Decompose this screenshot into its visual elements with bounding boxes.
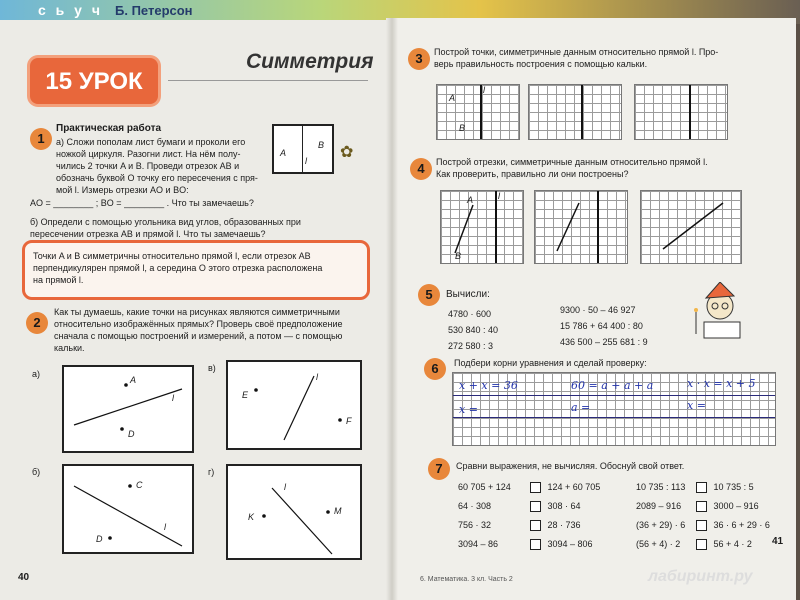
segment: [535, 191, 627, 263]
task-1-line: а) Сложи пополам лист бумаги и проколи его: [56, 137, 246, 147]
task-1-line: ножкой циркуля. Разогни лист. На нём полу-: [56, 149, 241, 159]
task-7-table: [458, 478, 770, 554]
task-1b-line: б) Определи с помощью угольника вид углов, образованных при: [30, 217, 301, 227]
segment-line-label: l: [498, 191, 500, 201]
task-1-line: мой l. Измерь отрезки AO и BO:: [56, 185, 189, 195]
symmetry-line: [689, 85, 691, 139]
right-page-number: 41: [772, 536, 784, 547]
comparison-box[interactable]: [530, 539, 541, 550]
rule-line: на прямой l.: [33, 275, 84, 285]
right-expression: 3094 – 806: [547, 539, 593, 549]
task-5-column-1: [448, 306, 498, 354]
answer-2: a =: [571, 401, 591, 414]
task-5-number: 5: [418, 284, 440, 306]
task-2-line: относительно изображённых прямых? Проверь своё предположение: [54, 319, 343, 329]
right-expression: 56 + 4 · 2: [713, 539, 752, 549]
comparison-box[interactable]: [696, 539, 707, 550]
expression: 4780 · 600: [448, 309, 492, 319]
equation-2: 60 = a + a + a: [571, 379, 654, 392]
task-3-line: верь правильность построения с помощью кальки.: [434, 59, 648, 69]
panel-v-line-label: l: [316, 372, 318, 382]
task-1b-text: [30, 216, 370, 240]
task-4-line: Построй отрезки, симметричные данным относительно прямой l.: [436, 157, 708, 167]
segment: [641, 191, 741, 263]
task-6-grid: [452, 372, 776, 446]
task-4-line: Как проверить, правильно ли они построены?: [436, 169, 629, 179]
panel-v-point-2: F: [346, 416, 352, 426]
segment-point-b: B: [455, 251, 462, 261]
lesson-label: 15 УРОК: [45, 68, 143, 95]
grid-point-a: A: [449, 93, 456, 103]
right-expression: 3000 – 916: [713, 501, 759, 511]
answer-1: x =: [459, 403, 478, 416]
equation-1: x + x = 36: [459, 379, 518, 392]
fold-line: [302, 126, 303, 172]
compare-row: [458, 478, 770, 497]
series-strip-text: с ь у ч: [38, 2, 103, 18]
left-expression: 60 705 + 124: [458, 482, 511, 492]
expression: 272 580 : 3: [448, 341, 494, 351]
line-l-label: l: [305, 156, 307, 166]
segment-point-a: A: [467, 195, 474, 205]
panel-b-line-label: l: [164, 522, 166, 532]
answer-rule: [453, 417, 775, 418]
watermark: лабиринт.ру: [648, 568, 753, 585]
task-4-grid-3: [640, 190, 742, 264]
comparison-box[interactable]: [696, 520, 707, 531]
folded-paper-figure: [272, 124, 334, 174]
panel-b-label: б): [32, 467, 41, 477]
task-1-text: [56, 136, 281, 196]
task-6-number: 6: [424, 358, 446, 380]
panel-v-drawing: [228, 362, 360, 448]
panel-g-point-1: K: [248, 512, 255, 522]
grid-point-b: B: [459, 123, 466, 133]
panel-b-point-2: D: [96, 534, 103, 544]
lesson-badge: [30, 58, 158, 104]
panel-v-point-1: E: [242, 390, 249, 400]
panel-g-label: г): [208, 467, 215, 477]
book-spine: [386, 18, 398, 600]
answer-3: x =: [687, 399, 706, 412]
point-b-label: B: [318, 140, 325, 150]
task-3-text: [434, 46, 774, 70]
panel-g-line-label: l: [284, 482, 286, 492]
task-2-line: Как ты думаешь, какие точки на рисунках являются симметричными: [54, 307, 340, 317]
task-2-number: 2: [26, 312, 48, 334]
rule-text: [25, 243, 367, 293]
task-4-number: 4: [410, 158, 432, 180]
wizard-illustration: [690, 282, 746, 342]
right-expression: 10 735 : 5: [713, 482, 754, 492]
compare-row: [458, 535, 770, 554]
task-3-grid-1: [436, 84, 520, 140]
right-expression: 308 · 64: [547, 501, 581, 511]
left-expression: 756 · 32: [458, 520, 492, 530]
panel-a-point-2: D: [128, 429, 135, 439]
task-3-number: 3: [408, 48, 430, 70]
expression: 15 786 + 64 400 : 80: [560, 321, 643, 331]
task-6-heading: Подбери корни уравнения и сделай проверку:: [454, 358, 647, 368]
right-expression: 124 + 60 705: [547, 482, 601, 492]
rule-line: перпендикулярен прямой l, а середина O этого отрезка расположена: [33, 263, 323, 273]
compare-row: [458, 516, 770, 535]
panel-a-line-label: l: [172, 393, 174, 403]
panel-b-point-1: C: [136, 480, 143, 490]
expression: 530 840 : 40: [448, 325, 499, 335]
comparison-box[interactable]: [696, 501, 707, 512]
wizard-icon: [690, 282, 746, 342]
rule-line: Точки A и B симметричны относительно прямой l, если отрезок AB: [33, 251, 311, 261]
left-page-number: 40: [18, 572, 30, 583]
comparison-box[interactable]: [530, 482, 541, 493]
left-expression: 3094 – 86: [458, 539, 499, 549]
author-label: Б. Петерсон: [115, 3, 193, 18]
comparison-box[interactable]: [530, 501, 541, 512]
left-expression: 64 · 308: [458, 501, 492, 511]
rule-box: [22, 240, 370, 300]
expression: 9300 · 50 – 46 927: [560, 305, 636, 315]
left-expression: 10 735 : 113: [636, 482, 686, 492]
comparison-box[interactable]: [530, 520, 541, 531]
compare-row: [458, 497, 770, 516]
equation-3: x · x = x + 5: [687, 377, 756, 390]
task-4-text: [436, 156, 776, 180]
panel-a: [62, 365, 194, 453]
left-expression: (56 + 4) · 2: [636, 539, 681, 549]
measure-line: AO = ________ ; BO = ________ . Что ты замечаешь?: [30, 198, 254, 208]
panel-b: [62, 464, 194, 554]
left-expression: (36 + 29) · 6: [636, 520, 686, 530]
panel-a-label: а): [32, 369, 41, 379]
task-1b-line: пересечении отрезка AB и прямой l. Что ты замечаешь?: [30, 229, 266, 239]
left-expression: 2089 – 916: [636, 501, 682, 511]
point-a-label: A: [280, 148, 287, 158]
panel-v-label: в): [208, 363, 216, 373]
answer-rule: [453, 395, 775, 396]
panel-v: [226, 360, 362, 450]
task-1-line: чились 2 точки A и B. Проведи отрезок AB и: [56, 161, 240, 171]
task-2-text: [54, 306, 372, 354]
panel-a-point-1: A: [130, 375, 137, 385]
task-5-heading: Вычисли:: [446, 289, 490, 300]
segment-ab: [441, 191, 523, 263]
panel-g-point-2: M: [334, 506, 342, 516]
task-3-line: Построй точки, симметричные данным относительно прямой l. Про-: [434, 47, 719, 57]
symmetry-line: [581, 85, 583, 139]
task-4-grid-2: [534, 190, 628, 264]
symmetry-line: [480, 85, 482, 139]
panel-g: [226, 464, 362, 560]
task-1-heading: Практическая работа: [56, 123, 162, 134]
task-3-grid-2: [528, 84, 622, 140]
task-5-column-2: [560, 302, 648, 350]
expression: 436 500 – 255 681 : 9: [560, 337, 648, 347]
right-expression: 28 · 736: [547, 520, 581, 530]
page-title: Симметрия: [246, 50, 374, 73]
comparison-box[interactable]: [696, 482, 707, 493]
title-underline: [168, 80, 368, 81]
page-footer: 6. Математика. 3 кл. Часть 2: [420, 576, 513, 583]
task-1-number: 1: [30, 128, 52, 150]
task-3-grid-3: [634, 84, 728, 140]
panel-b-drawing: [64, 466, 192, 552]
task-4-grid-1: [440, 190, 524, 264]
task-2-line: сначала с помощью построений и измерений, а потом — с помощью: [54, 331, 343, 341]
task-7-heading: Сравни выражения, не вычисляя. Обоснуй свой ответ.: [456, 461, 685, 471]
grid-line-label: l: [483, 85, 485, 95]
task-2-line: кальки.: [54, 343, 85, 353]
task-1-line: обозначь буквой O точку его пересечения с пря-: [56, 173, 258, 183]
task-7-number: 7: [428, 458, 450, 480]
butterfly-icon: ✿: [340, 144, 354, 161]
right-expression: 36 · 6 + 29 · 6: [713, 520, 770, 530]
